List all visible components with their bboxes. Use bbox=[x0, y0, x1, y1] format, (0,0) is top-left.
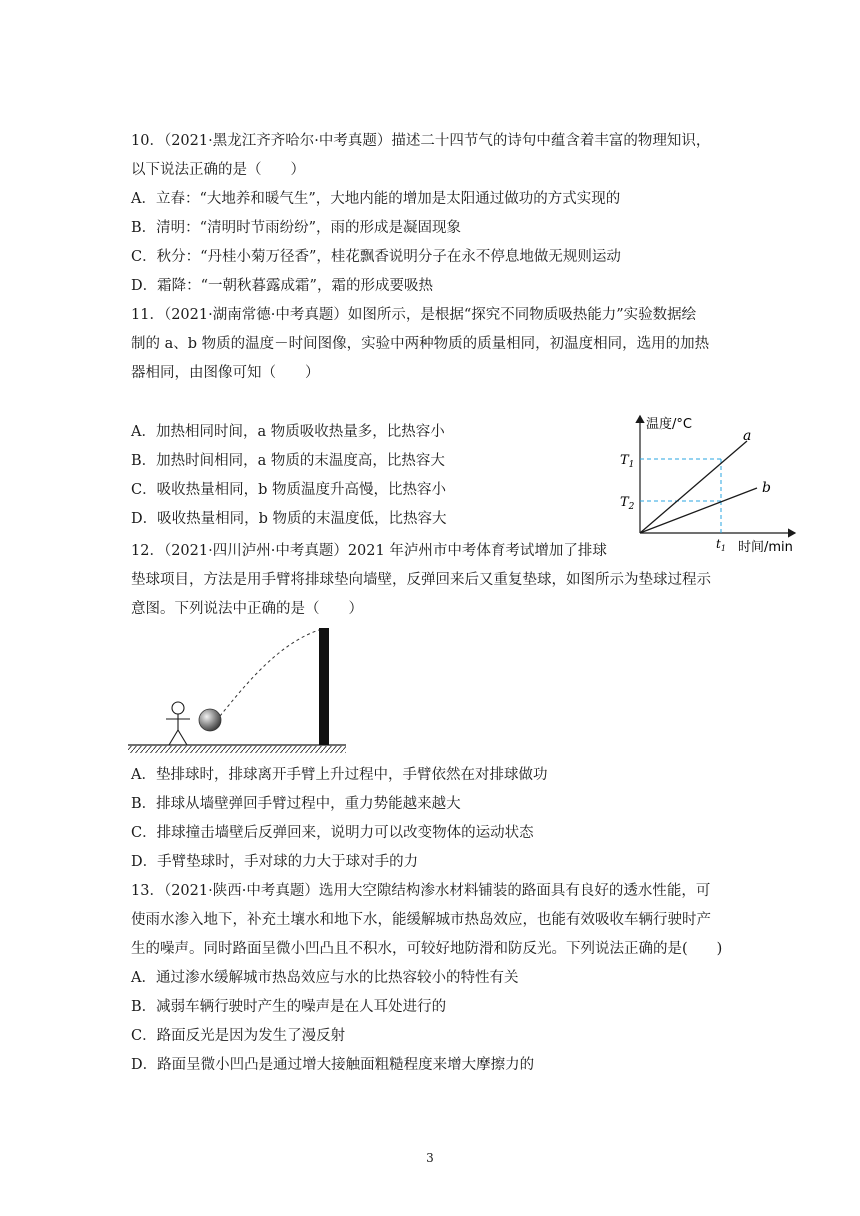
person-figure bbox=[166, 702, 190, 745]
line-a-label: a bbox=[743, 428, 752, 444]
q11-option-b: B．加热时间相同，a 物质的末温度高，比热容大 bbox=[131, 453, 445, 469]
t2-label: $T_2$ bbox=[620, 495, 635, 512]
q13-option-a: A．通过渗水缓解城市热岛效应与水的比热容较小的特性有关 bbox=[131, 970, 519, 986]
ground-hatching bbox=[128, 746, 346, 753]
q10-stem-line1: 10．（2021·黑龙江齐齐哈尔·中考真题）描述二十四节气的诗句中蕴含着丰富的物理知识， bbox=[131, 133, 711, 149]
q12-option-d: D．手臂垫球时，手对球的力大于球对手的力 bbox=[131, 854, 419, 870]
ball-trajectory bbox=[220, 630, 319, 716]
q13-option-c: C．路面反光是因为发生了漫反射 bbox=[131, 1028, 346, 1044]
line-a bbox=[640, 441, 747, 533]
wall bbox=[319, 628, 329, 745]
q12-stem-line2: 垫球项目，方法是用手臂将排球垫向墙壁，反弹回来后又重复垫球，如图所示为垫球过程示 bbox=[131, 572, 711, 588]
q10-stem-line2: 以下说法正确的是（ ） bbox=[131, 162, 305, 178]
q12-option-a: A．垫排球时，排球离开手臂上升过程中，手臂依然在对排球做功 bbox=[131, 767, 548, 783]
q13-stem-line3: 生的噪声。同时路面呈微小凹凸且不积水，可较好地防滑和防反光。下列说法正确的是( ) bbox=[131, 941, 723, 957]
q12-stem-line1: 12．（2021·四川泸州·中考真题）2021 年泸州市中考体育考试增加了排球 bbox=[131, 543, 607, 559]
q10-option-a: A．立春：“大地养和暖气生”，大地内能的增加是太阳通过做功的方式实现的 bbox=[131, 191, 621, 207]
q11-option-c: C．吸收热量相同，b 物质温度升高慢，比热容小 bbox=[131, 482, 446, 498]
q11-option-a: A．加热相同时间，a 物质吸收热量多，比热容小 bbox=[131, 424, 445, 440]
page-number: 3 bbox=[426, 1151, 434, 1165]
q13-stem-line1: 13．（2021·陕西·中考真题）选用大空隙结构渗水材料铺装的路面具有良好的透水性能，可 bbox=[131, 883, 711, 899]
q13-option-b: B．减弱车辆行驶时产生的噪声是在人耳处进行的 bbox=[131, 999, 447, 1015]
q10-option-d: D．霜降：“一朝秋暮露成霜”，霜的形成要吸热 bbox=[131, 278, 433, 294]
q10-option-c: C．秋分：“丹桂小菊万径香”，桂花飘香说明分子在永不停息地做无规则运动 bbox=[131, 249, 621, 265]
q11-stem-line2: 制的 a、b 物质的温度－时间图像，实验中两种物质的质量相同，初温度相同，选用的加热 bbox=[131, 336, 710, 352]
volleyball-illustration bbox=[128, 624, 350, 756]
q12-option-b: B．排球从墙壁弹回手臂过程中，重力势能越来越大 bbox=[131, 796, 461, 812]
temperature-time-graph bbox=[600, 408, 810, 558]
q10-option-b: B．清明：“清明时节雨纷纷”，雨的形成是凝固现象 bbox=[131, 220, 461, 236]
q12-stem-line3: 意图。下列说法中正确的是（ ） bbox=[131, 601, 363, 617]
x-axis-label: 时间/min bbox=[738, 540, 793, 555]
line-b bbox=[640, 488, 757, 533]
q13-stem-line2: 使雨水渗入地下，补充土壤水和地下水，能缓解城市热岛效应，也能有效吸收车辆行驶时产 bbox=[131, 912, 711, 928]
line-b-label: b bbox=[762, 480, 771, 496]
t1-label: $T_1$ bbox=[620, 453, 635, 470]
q13-option-d: D．路面呈微小凹凸是通过增大接触面粗糙程度来增大摩擦力的 bbox=[131, 1057, 535, 1073]
q11-stem-line1: 11．（2021·湖南常德·中考真题）如图所示，是根据“探究不同物质吸热能力”实验数据绘 bbox=[131, 307, 697, 323]
t1-tick-label: $t_1$ bbox=[716, 537, 726, 553]
q12-option-c: C．排球撞击墙壁后反弹回来，说明力可以改变物体的运动状态 bbox=[131, 825, 534, 841]
q11-option-d: D．吸收热量相同，b 物质的末温度低，比热容大 bbox=[131, 511, 447, 527]
y-axis-label: 温度/°C bbox=[646, 417, 692, 432]
volleyball bbox=[199, 709, 221, 731]
q11-stem-line3: 器相同，由图像可知（ ） bbox=[131, 365, 320, 381]
